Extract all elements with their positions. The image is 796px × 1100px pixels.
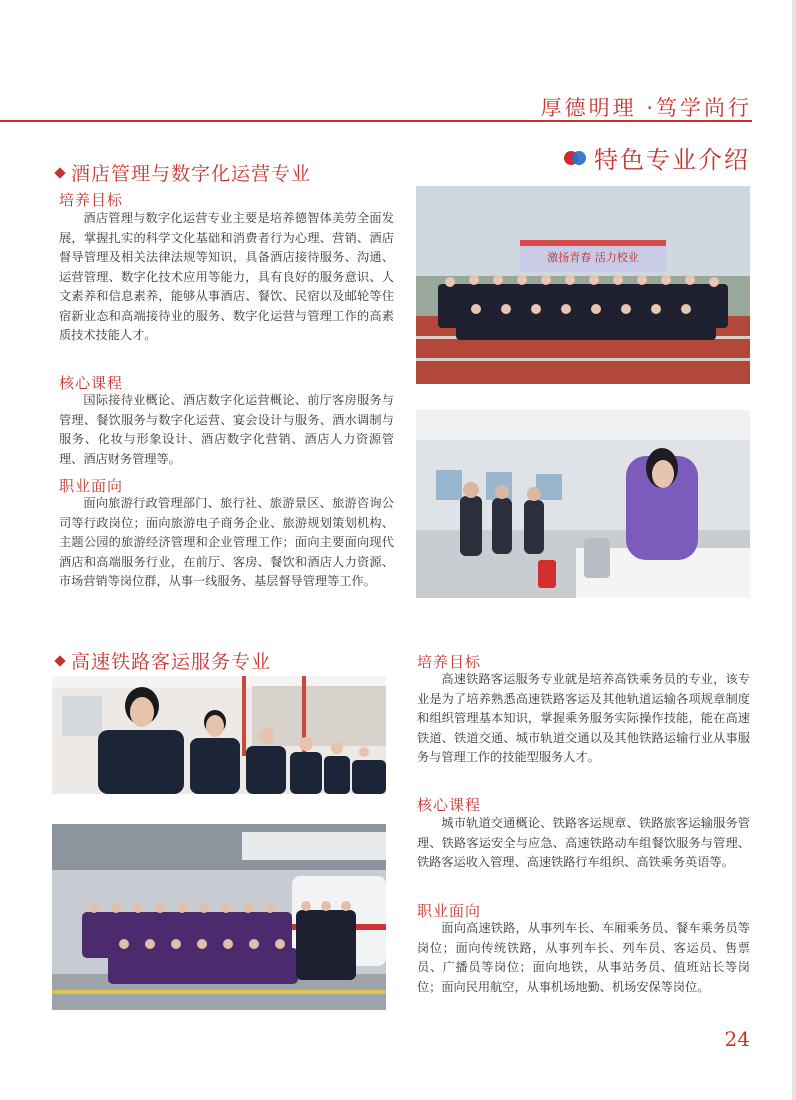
header-rule [0, 120, 752, 122]
feature-title: 特色专业介绍 [594, 146, 750, 174]
hotel-course-text: 国际接待业概论、酒店数字化运营概论、前厅客房服务与管理、餐饮服务与数字化运营、宴会设计与服务、酒水调制与服务、化妆与形象设计、酒店数字化营销、酒店人力资源管理、酒店财务管理等。 [59, 393, 394, 466]
rail-goal-heading: 培养目标 [417, 653, 482, 671]
feature-heading [564, 140, 750, 175]
rail-attendants-photo [52, 676, 386, 794]
rail-station-photo [52, 824, 386, 1010]
hotel-major-title-text: 酒店管理与数字化运营专业 [71, 163, 312, 185]
rail-course-text: 城市轨道交通概论、铁路客运规章、铁路旅客运输服务管理、铁路客运安全与应急、高速铁路动车组餐饮服务与管理、铁路客运收入管理、高速铁路行车组织、高铁乘务英语等。 [417, 816, 750, 869]
diamond-bullet-icon [54, 167, 65, 178]
photo-banner-text: 激扬青春 活力校业 [547, 251, 639, 264]
rail-career-text: 面向高速铁路，从事列车长、车厢乘务员、餐车乘务员等岗位；面向传统铁路，从事列车长、列车员、客运员、售票员、广播员等岗位；面向地铁，从事站务员、值班站长等岗位；面向民用航空，从事机场地勤、机场安保等岗位。 [417, 921, 750, 994]
diamond-bullet-icon [54, 655, 65, 666]
rail-course-heading: 核心课程 [417, 796, 482, 814]
hotel-group-photo [416, 186, 750, 384]
rail-major-title [56, 647, 271, 674]
hotel-goal-heading: 培养目标 [59, 191, 124, 209]
page-number: 24 [724, 1027, 750, 1051]
rail-career-heading: 职业面向 [417, 902, 482, 920]
header-motto: 厚德明理 ·笃学尚行 [540, 96, 752, 120]
rail-major-title-text: 高速铁路客运服务专业 [71, 651, 272, 673]
rail-goal-text: 高速铁路客运服务专业就是培养高铁乘务员的专业，该专业是为了培养熟悉高速铁路客运及其他轨道运输各项规章制度和组织管理基本知识，掌握乘务服务实际操作技能，能在高速铁道、铁道交通、城市轨道交通以及其他铁路运输行业从事服务与管理工作的技能型服务人才。 [417, 672, 750, 764]
hotel-career-text: 面向旅游行政管理部门、旅行社、旅游景区、旅游咨询公司等行政岗位；面向旅游电子商务企业、旅游规划策划机构、主题公园的旅游经济管理和企业管理工作；面向主要面向现代酒店和高端服务行业，在前厅、客房、餐饮和酒店人力资源、市场营销等岗位群，从事一线服务、基层督导管理等工作。 [59, 496, 394, 588]
double-dot-icon [564, 151, 586, 165]
hotel-course-heading: 核心课程 [59, 374, 124, 392]
hotel-career-heading: 职业面向 [59, 477, 124, 495]
hotel-goal-text: 酒店管理与数字化运营专业主要是培养德智体美劳全面发展，掌握扎实的科学文化基础和消费者行为心理、营销、酒店督导管理及相关法律法规等知识，具备酒店接待服务、沟通、运营管理、数字化技术应用等能力，具有良好的服务意识、人文素养和信息素养，能够从事酒店、餐饮、民宿以及邮轮等住宿新业态和高端接待业的服务、数字化运营与管理工作的高素质技术技能人才。 [59, 211, 394, 342]
page-edge [792, 0, 796, 1100]
bartending-class-photo [416, 410, 750, 598]
hotel-major-title [56, 159, 311, 186]
